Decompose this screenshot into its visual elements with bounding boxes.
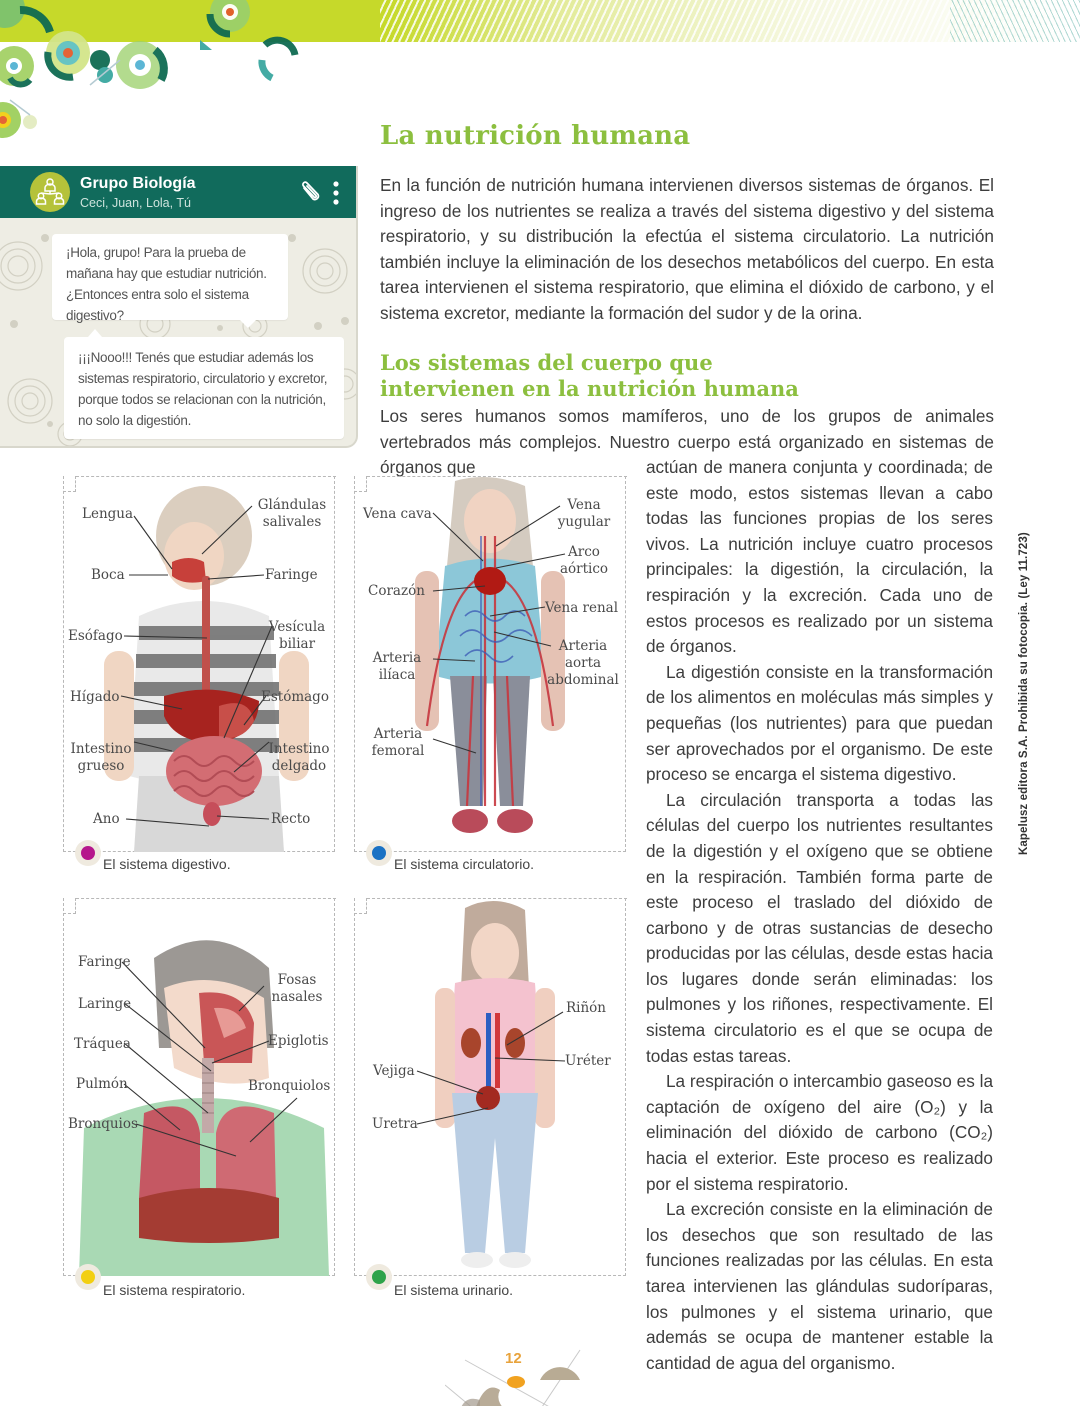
- label-lengua: Lengua: [82, 506, 134, 522]
- label-esofago: Esófago: [68, 628, 123, 644]
- label-ureter: Uréter: [565, 1053, 611, 1069]
- caption-digestive: El sistema digestivo.: [103, 856, 231, 872]
- label-arco-aortico: Arco aórtico: [559, 544, 609, 577]
- label-bronquios: Bronquios: [68, 1116, 138, 1132]
- respiratory-color-marker: [75, 1264, 101, 1290]
- label-boca: Boca: [91, 567, 125, 583]
- label-traquea: Tráquea: [74, 1036, 131, 1052]
- group-avatar[interactable]: [30, 172, 70, 212]
- footer-decoration: [445, 1340, 605, 1406]
- paragraph-respiration: La respiración o intercambio gaseoso es la captación de oxígeno del aire (O₂) y la eliminación del dióxido de carbono (CO₂) hacia el exterior. Este proceso es realizado por el sistema respiratorio.: [646, 1071, 993, 1194]
- label-vena-cava: Vena cava: [363, 506, 432, 522]
- label-pulmon: Pulmón: [76, 1076, 128, 1092]
- label-laringe: Laringe: [78, 996, 132, 1012]
- urinary-color-marker: [366, 1264, 392, 1290]
- paragraph-digestion: La digestión consiste en la transformación de los alimentos en moléculas más simples y pequeñas (los nutrientes) para que puedan ser aprovechados por el organismo. De este proceso se encarga el sistema digestivo.: [646, 661, 993, 785]
- label-epiglotis: Epiglotis: [268, 1033, 329, 1049]
- figure-urinary-system: [354, 898, 626, 1276]
- chat-header: [0, 166, 358, 218]
- urinary-system-illustration: [355, 898, 627, 1276]
- label-arteria-aorta-abdominal: Arteria aorta abdominal: [547, 638, 619, 688]
- label-vena-renal: Vena renal: [545, 600, 619, 616]
- label-corazon: Corazón: [368, 583, 425, 599]
- page-title: La nutrición humana: [380, 121, 691, 151]
- figure-respiratory-system: [63, 898, 335, 1276]
- chat-message-incoming: [52, 234, 288, 323]
- chat-panel: [0, 166, 358, 448]
- label-arteria-iliaca: Arteria ilíaca: [372, 650, 422, 683]
- chat-group-name: Grupo Biología: [80, 175, 196, 192]
- bubble-tail: [88, 329, 102, 337]
- chat-members: Ceci, Juan, Lola, Tú: [80, 196, 191, 210]
- label-intestino-grueso: Intestino grueso: [70, 741, 132, 774]
- label-intestino-delgado: Intestino delgado: [268, 741, 330, 774]
- label-faringe: Faringe: [78, 954, 131, 970]
- decorative-circles: [0, 0, 300, 150]
- intro-paragraph: [380, 173, 994, 327]
- section-lead-text: Los seres humanos somos mamíferos, uno de los grupos de animales vertebrados más complejos. Nuestro cuerpo está organizado en sistemas de órganos que: [380, 406, 994, 478]
- chat-message-reply: [64, 337, 344, 439]
- caption-respiratory: El sistema respiratorio.: [103, 1282, 246, 1298]
- label-vena-yugular: Vena yugular: [557, 497, 611, 530]
- bubble-tail: [240, 320, 256, 328]
- caption-circulatory: El sistema circulatorio.: [394, 856, 535, 872]
- paragraph-organ-systems: actúan de manera conjunta y coordinada; de este modo, estos sistemas llevan a cabo todas las funciones propias de los seres vivos. La nutrición incluye cuatro procesos principales: la digestión, la circulación, la respiración y la excreción. Cada uno de estos procesos es realizado por un sistema de órganos.: [646, 457, 993, 657]
- paragraph-circulation: La circulación transporta a todas las células del cuerpo los nutrientes resultantes de la digestión y el oxígeno que se obtiene en la respiración. También forma parte de este proceso el traslado del dióxido de carbono y de otras sustancias de desecho producidas por las células, desde estas hacia los lugares donde serán eliminadas: los pulmones y los riñones, respectivamente. El sistema circulatorio es el que se ocupa de todas estas tareas.: [646, 789, 993, 1066]
- kebab-menu-icon[interactable]: [330, 180, 342, 206]
- header-hatch-teal: [950, 0, 1080, 42]
- digestive-color-marker: [75, 840, 101, 866]
- page-number: 12: [505, 1350, 522, 1367]
- label-vejiga: Vejiga: [373, 1063, 415, 1079]
- label-glandulas-salivales: Glándulas salivales: [257, 497, 327, 530]
- group-icon: [30, 172, 70, 212]
- copyright-notice: Kapelusz editora S.A. Prohibida su fotocopia. (Ley 11.723): [1018, 532, 1030, 855]
- label-bronquiolos: Bronquiolos: [248, 1078, 331, 1094]
- section-body: [646, 455, 993, 1376]
- label-rinon: Riñón: [566, 1000, 606, 1016]
- intro-text: En la función de nutrición humana intervienen diversos sistemas de órganos. El ingreso de los nutrientes se realiza a través del sistema digestivo y del sistema respiratorio, y su distribución la efectúa el sistema circulatorio. La nutrición también incluye la eliminación de los desechos metabólicos del cuerpo. En esta tarea intervienen el sistema respiratorio, que elimina el dióxido de carbono, y el sistema excretor, mediante la formación del sudor y de la orina.: [380, 175, 994, 323]
- label-ano: Ano: [93, 811, 120, 827]
- label-estomago: Estómago: [261, 689, 329, 705]
- section-title: Los sistemas del cuerpo que intervienen en la nutrición humana: [380, 350, 799, 401]
- circulatory-color-marker: [366, 840, 392, 866]
- chat-message-text: ¡Hola, grupo! Para la prueba de mañana hay que estudiar nutrición. ¿Entonces entra solo el sistema digestivo?: [66, 245, 267, 323]
- label-uretra: Uretra: [372, 1116, 418, 1132]
- caption-urinary: El sistema urinario.: [394, 1282, 514, 1298]
- label-recto: Recto: [271, 811, 311, 827]
- figure-circulatory-system: [354, 476, 626, 852]
- label-arteria-femoral: Arteria femoral: [371, 726, 425, 759]
- figure-digestive-system: [63, 476, 335, 852]
- digestive-system-illustration: [64, 476, 336, 852]
- label-fosas-nasales: Fosas nasales: [271, 972, 323, 1005]
- label-faringe: Faringe: [265, 567, 318, 583]
- label-higado: Hígado: [70, 689, 120, 705]
- label-vesicula-biliar: Vesícula biliar: [268, 619, 326, 652]
- paperclip-icon[interactable]: [298, 180, 322, 204]
- paragraph-excretion: La excreción consiste en la eliminación de los desechos que son resultado de las funciones realizadas por las células. En esta tarea intervienen las glándulas sudoríparas, los pulmones y el sistema urinario, que además se ocupa de mantener estable la cantidad de agua del organismo.: [646, 1199, 993, 1373]
- chat-message-text: ¡¡¡Nooo!!! Tenés que estudiar además los sistemas respiratorio, circulatorio y excretor, porque todos se relacionan con la nutrición, no solo la digestión.: [78, 350, 328, 428]
